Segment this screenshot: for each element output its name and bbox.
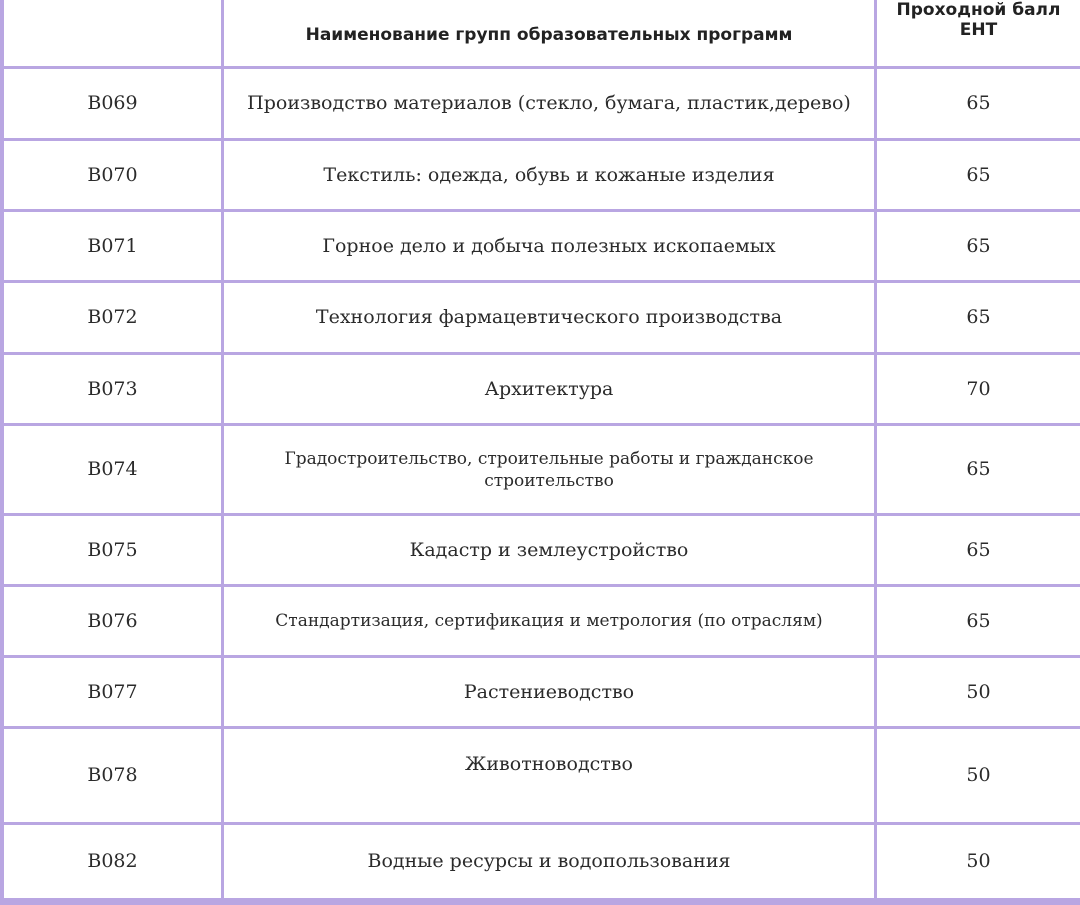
passing-score: 65 (877, 587, 1080, 658)
passing-score: 70 (877, 355, 1080, 426)
header-code-cell (4, 0, 224, 69)
passing-score: 65 (877, 426, 1080, 516)
passing-score: 65 (877, 69, 1080, 141)
header-score-cell: Проходной балл ЕНТ (877, 0, 1080, 69)
program-code: B076 (4, 587, 224, 658)
program-name: Водные ресурсы и водопользования (224, 825, 877, 901)
program-code: B071 (4, 212, 224, 283)
program-name: Архитектура (224, 355, 877, 426)
program-name: Стандартизация, сертификация и метрология (по отраслям) (224, 587, 877, 658)
passing-score: 50 (877, 658, 1080, 729)
program-name: Текстиль: одежда, обувь и кожаные изделия (224, 141, 877, 212)
program-code: B078 (4, 729, 224, 825)
program-name: Животноводство (224, 729, 877, 825)
program-code: B077 (4, 658, 224, 729)
program-code: B074 (4, 426, 224, 516)
program-name: Производство материалов (стекло, бумага, пластик,дерево) (224, 69, 877, 141)
header-name-cell: Наименование групп образовательных программ (224, 0, 877, 69)
program-code: B082 (4, 825, 224, 901)
program-name: Растениеводство (224, 658, 877, 729)
passing-score: 50 (877, 825, 1080, 901)
passing-score: 65 (877, 516, 1080, 587)
program-name: Градостроительство, строительные работы и гражданское строительство (224, 426, 877, 516)
program-name: Горное дело и добыча полезных ископаемых (224, 212, 877, 283)
passing-score: 65 (877, 283, 1080, 355)
program-name: Технология фармацевтического производства (224, 283, 877, 355)
passing-score: 65 (877, 141, 1080, 212)
program-code: B069 (4, 69, 224, 141)
program-code: B075 (4, 516, 224, 587)
program-name: Кадастр и землеустройство (224, 516, 877, 587)
passing-score: 65 (877, 212, 1080, 283)
program-code: B070 (4, 141, 224, 212)
program-code: B072 (4, 283, 224, 355)
program-code: B073 (4, 355, 224, 426)
passing-score: 50 (877, 729, 1080, 825)
